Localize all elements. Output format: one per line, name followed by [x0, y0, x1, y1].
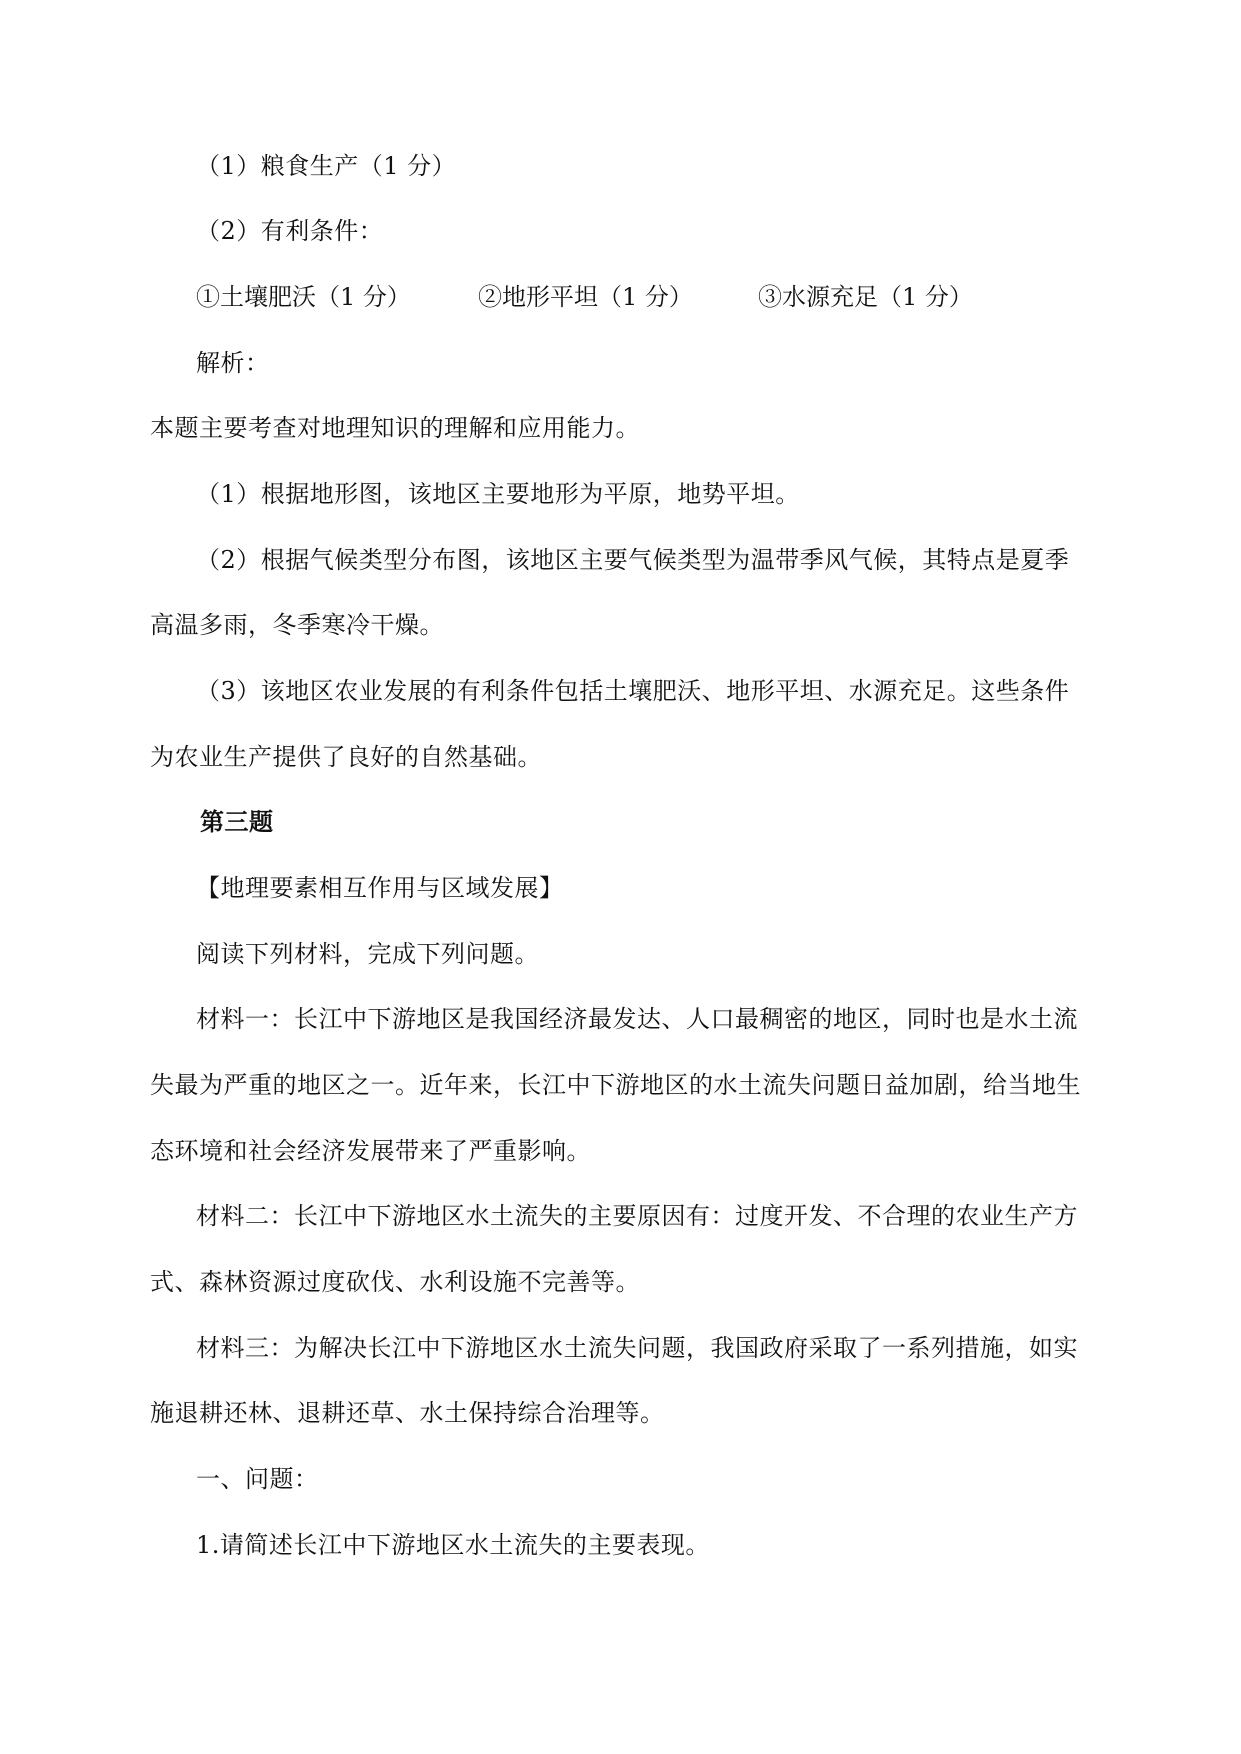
answer-q1: （1）粮食生产（1 分） — [196, 152, 457, 180]
condition-terrain: ②地形平坦（1 分） — [478, 283, 693, 311]
condition-water: ③水源充足（1 分） — [758, 283, 973, 311]
question-1: 1.请简述长江中下游地区水土流失的主要表现。 — [196, 1531, 710, 1559]
answer-q2: （2）有利条件： — [196, 217, 384, 245]
analysis-point-2-line1: （2）根据气候类型分布图，该地区主要气候类型为温带季风气候，其特点是夏季 — [196, 546, 1070, 574]
condition-soil: ①土壤肥沃（1 分） — [196, 283, 411, 311]
section-3-title: 第三题 — [200, 808, 274, 836]
questions-heading: 一、问题： — [196, 1465, 319, 1493]
material-2-line2: 式、森林资源过度砍伐、水利设施不完善等。 — [150, 1268, 640, 1296]
analysis-heading: 解析： — [196, 349, 270, 377]
material-1-line3: 态环境和社会经济发展带来了严重影响。 — [150, 1137, 591, 1165]
material-1-line1: 材料一：长江中下游地区是我国经济最发达、人口最稠密的地区，同时也是水土流 — [196, 1005, 1078, 1033]
material-1-line2: 失最为严重的地区之一。近年来，长江中下游地区的水土流失问题日益加剧，给当地生 — [150, 1071, 1081, 1099]
analysis-intro: 本题主要考查对地理知识的理解和应用能力。 — [150, 414, 640, 442]
analysis-point-2-line2: 高温多雨，冬季寒冷干燥。 — [150, 611, 444, 639]
material-2-line1: 材料二：长江中下游地区水土流失的主要原因有：过度开发、不合理的农业生产方 — [196, 1202, 1078, 1230]
analysis-point-1: （1）根据地形图，该地区主要地形为平原，地势平坦。 — [196, 480, 800, 508]
section-3-topic: 【地理要素相互作用与区域发展】 — [196, 874, 564, 902]
analysis-point-3-line1: （3）该地区农业发展的有利条件包括土壤肥沃、地形平坦、水源充足。这些条件 — [196, 677, 1070, 705]
material-3-line1: 材料三：为解决长江中下游地区水土流失问题，我国政府采取了一系列措施，如实 — [196, 1334, 1078, 1362]
material-3-line2: 施退耕还林、退耕还草、水土保持综合治理等。 — [150, 1399, 665, 1427]
analysis-point-3-line2: 为农业生产提供了良好的自然基础。 — [150, 743, 542, 771]
section-3-instruction: 阅读下列材料，完成下列问题。 — [196, 940, 539, 968]
